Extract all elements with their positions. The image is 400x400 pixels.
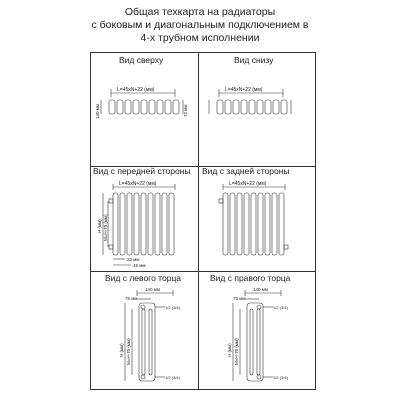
view-label-back: Вид с задней стороны xyxy=(202,166,290,176)
page-title xyxy=(0,6,400,45)
back-view-sections xyxy=(223,193,284,255)
left-end-offset-75: 75 мм xyxy=(125,296,138,301)
top-view-drawing xyxy=(95,83,195,153)
bottom-view-length-dim: L=45xN+22 (мм) xyxy=(225,87,263,93)
left-end-thread-bottom: 1/2 (3/4) xyxy=(165,375,180,380)
view-label-bottom: Вид снизу xyxy=(234,55,274,65)
column-divider xyxy=(198,53,199,389)
top-view-depth-72: 72 мм xyxy=(183,104,188,117)
right-end-height-m: M=H-70 (мм) xyxy=(234,338,239,365)
front-view-height-h: H (мм) xyxy=(97,219,102,233)
top-view-depth-140: 140 мм xyxy=(95,104,100,119)
view-label-front: Вид с передней стороны xyxy=(93,166,191,176)
right-end-offset-75: 75 мм xyxy=(233,296,246,301)
drawing-sheet xyxy=(90,52,316,390)
left-end-height-m: M=H-70 (мм) xyxy=(126,338,131,365)
front-view-sections xyxy=(113,193,174,255)
row-divider-2 xyxy=(91,271,315,272)
top-view-length-dim: L=45xN+22 (мм) xyxy=(117,87,155,93)
right-end-thread-top: 1/2 (3/4) xyxy=(273,305,288,310)
front-view-drawing xyxy=(95,181,195,269)
front-view-length-dim: L=45xN+22 (мм) xyxy=(119,181,157,187)
front-view-dim-45: 45 мм xyxy=(133,263,146,268)
front-view-height-m: M=H-70 (мм) xyxy=(103,214,108,241)
view-label-right-end: Вид с правого торца xyxy=(210,273,291,283)
title-line-2: с боковым и диагональным подключением в xyxy=(91,19,309,31)
bottom-view-drawing xyxy=(203,83,303,153)
right-end-depth-140: 140 мм xyxy=(253,287,268,292)
left-end-thread-top: 1/2 (3/4) xyxy=(165,305,180,310)
back-view-length-dim: L=45xN+22 (мм) xyxy=(229,181,267,187)
right-end-view-drawing xyxy=(203,287,303,387)
title-line-1: Общая техкарта на радиаторы xyxy=(124,6,276,18)
view-label-left-end: Вид с левого торца xyxy=(105,273,182,283)
view-label-top: Вид сверху xyxy=(119,55,164,65)
left-end-height-h: H (мм) xyxy=(119,343,124,357)
top-view-sections xyxy=(109,100,179,114)
left-end-view-drawing xyxy=(95,287,195,387)
front-view-dim-22: 22 мм xyxy=(127,257,140,262)
right-end-height-h: H (мм) xyxy=(227,343,232,357)
title-line-3: 4-х трубном исполнении xyxy=(140,32,260,44)
bottom-view-sections xyxy=(217,100,287,114)
left-end-depth-140: 140 мм xyxy=(145,287,160,292)
right-end-thread-bottom: 1/2 (3/4) xyxy=(273,375,288,380)
back-view-drawing xyxy=(203,181,303,269)
